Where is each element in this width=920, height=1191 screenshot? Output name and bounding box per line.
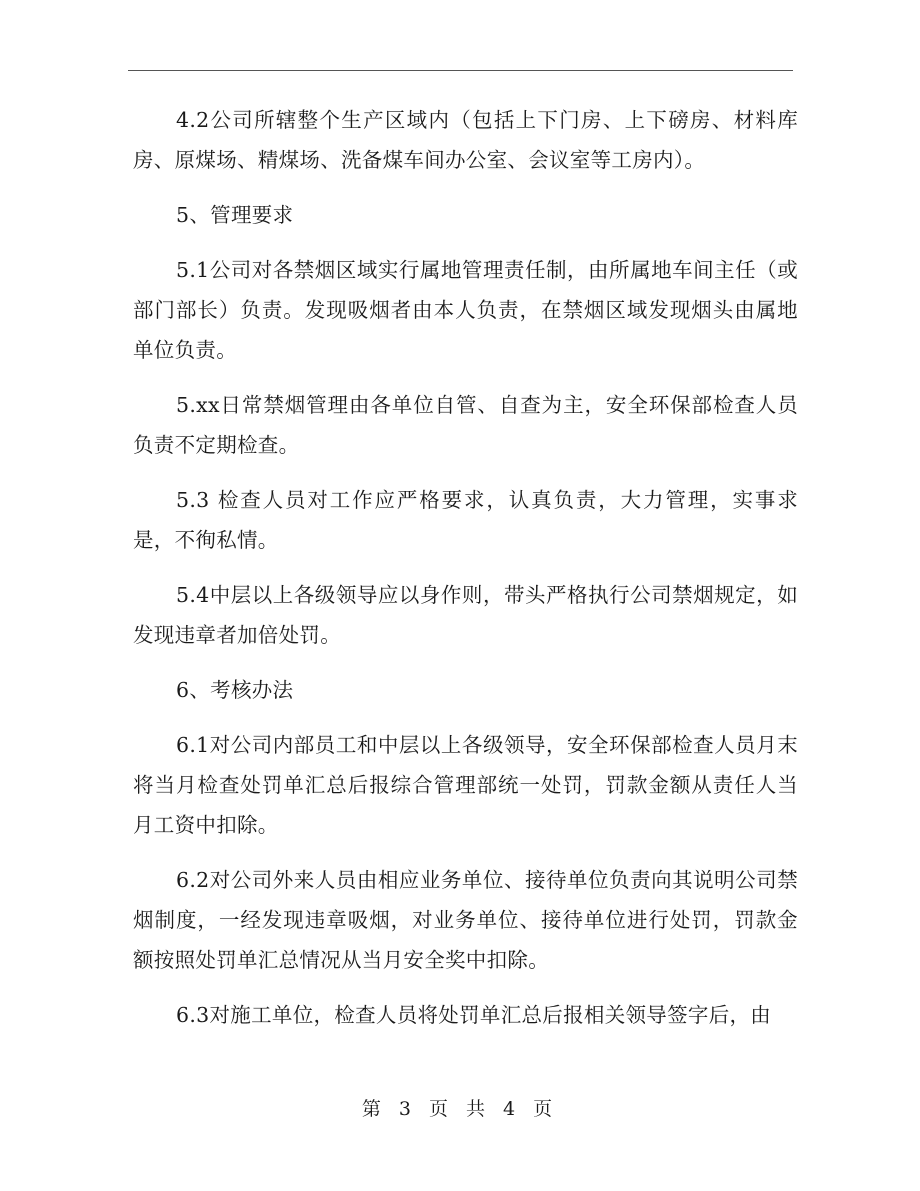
paragraph-5-1: 5.1公司对各禁烟区域实行属地管理责任制，由所属地车间主任（或部门部长）负责。发现吸烟者由本人负责，在禁烟区域发现烟头由属地单位负责。 — [133, 258, 798, 362]
page-number: 第 3 页 共 4 页 — [361, 1098, 559, 1120]
paragraph-5-2: 5.xx日常禁烟管理由各单位自管、自查为主，安全环保部检查人员负责不定期检查。 — [133, 393, 798, 457]
paragraph-6-3: 6.3对施工单位，检查人员将处罚单汇总后报相关领导签字后，由 — [176, 1003, 772, 1027]
paragraph-6-1: 6.1对公司内部员工和中层以上各级领导，安全环保部检查人员月末将当月检查处罚单汇总后报综合管理部统一处罚，罚款金额从责任人当月工资中扣除。 — [133, 733, 798, 837]
section-heading-5: 5、管理要求 — [176, 203, 294, 227]
paragraph-4-2: 4.2公司所辖整个生产区域内（包括上下门房、上下磅房、材料库房、原煤场、精煤场、洗备煤车间办公室、会议室等工房内）。 — [133, 108, 798, 172]
section-heading-6: 6、考核办法 — [176, 678, 294, 702]
header-rule — [128, 70, 793, 71]
paragraph-5-3: 5.3 检查人员对工作应严格要求，认真负责，大力管理，实事求是，不徇私情。 — [133, 488, 798, 552]
paragraph-5-4: 5.4中层以上各级领导应以身作则，带头严格执行公司禁烟规定，如发现违章者加倍处罚。 — [133, 583, 798, 647]
paragraph-6-2: 6.2对公司外来人员由相应业务单位、接待单位负责向其说明公司禁烟制度，一经发现违章吸烟，对业务单位、接待单位进行处罚，罚款金额按照处罚单汇总情况从当月安全奖中扣除。 — [133, 868, 798, 972]
document-body — [133, 100, 798, 1050]
